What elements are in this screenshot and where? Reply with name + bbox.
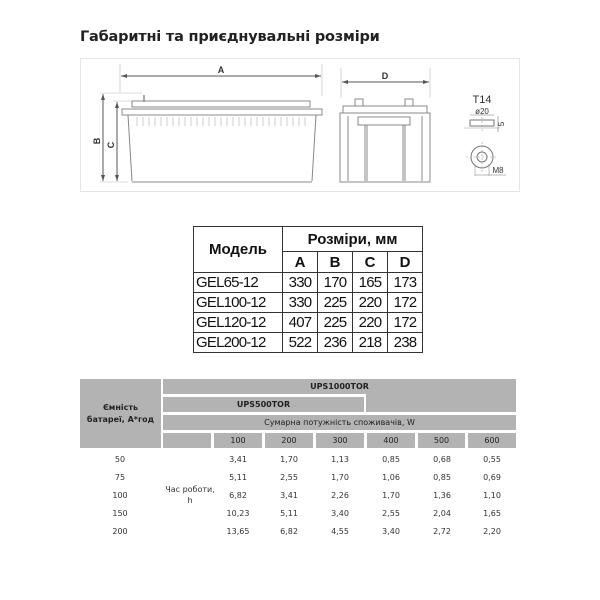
model-cell: GEL200-12 bbox=[194, 333, 283, 353]
runtime-value: 1,36 bbox=[433, 491, 451, 500]
runtime-value: 5,11 bbox=[229, 473, 247, 482]
value-d: 173 bbox=[388, 273, 423, 293]
runtime-value: 1,70 bbox=[382, 491, 400, 500]
runtime-value: 2,20 bbox=[483, 527, 501, 536]
runtime-value: 10,23 bbox=[226, 509, 250, 518]
hours-label: Час роботи, h bbox=[165, 485, 215, 505]
value-a: 330 bbox=[283, 273, 318, 293]
value-a: 522 bbox=[283, 333, 318, 353]
capacity-header: Ємність батареї, А*год bbox=[80, 379, 161, 448]
terminal-diameter: ø20 bbox=[475, 107, 489, 116]
runtime-value: 6,82 bbox=[229, 491, 247, 500]
capacity-cell: 150 bbox=[112, 509, 128, 518]
runtime-value: 0,68 bbox=[433, 455, 451, 464]
model-header: Модель bbox=[194, 227, 283, 273]
dimensions-table bbox=[193, 226, 423, 353]
terminal-height: 5 bbox=[497, 121, 506, 127]
power-header: Сумарна потужність споживачів, W bbox=[163, 415, 516, 430]
power-column: 100 bbox=[214, 433, 262, 448]
size-header: Розміри, мм bbox=[283, 227, 423, 252]
runtime-value: 2,55 bbox=[382, 509, 400, 518]
value-c: 220 bbox=[353, 293, 388, 313]
value-d: 172 bbox=[388, 313, 423, 333]
value-b: 225 bbox=[318, 313, 353, 333]
capacity-cell: 200 bbox=[112, 527, 128, 536]
value-c: 218 bbox=[353, 333, 388, 353]
table-row bbox=[194, 333, 423, 353]
value-d: 172 bbox=[388, 293, 423, 313]
ups-large-header-extension bbox=[366, 393, 516, 412]
value-c: 220 bbox=[353, 313, 388, 333]
value-b: 236 bbox=[318, 333, 353, 353]
runtime-value: 3,41 bbox=[280, 491, 298, 500]
page-title: Габаритні та приєднувальні розміри bbox=[80, 29, 380, 45]
runtime-value: 0,85 bbox=[382, 455, 400, 464]
terminal-thread: M8 bbox=[492, 166, 504, 175]
model-cell: GEL100-12 bbox=[194, 293, 283, 313]
model-cell: GEL120-12 bbox=[194, 313, 283, 333]
power-column: 200 bbox=[265, 433, 313, 448]
model-cell: GEL65-12 bbox=[194, 273, 283, 293]
capacity-cell: 50 bbox=[114, 455, 126, 464]
table-row bbox=[194, 273, 423, 293]
runtime-value: 1,06 bbox=[382, 473, 400, 482]
runtime-value: 5,11 bbox=[280, 509, 298, 518]
runtime-value: 1,13 bbox=[331, 455, 349, 464]
power-column: 300 bbox=[316, 433, 364, 448]
runtime-value: 1,70 bbox=[331, 473, 349, 482]
runtime-value: 0,69 bbox=[483, 473, 501, 482]
dim-label-b: B bbox=[92, 137, 102, 145]
runtime-value: 3,40 bbox=[382, 527, 400, 536]
power-column: 500 bbox=[418, 433, 465, 448]
table-row bbox=[194, 313, 423, 333]
power-column: 400 bbox=[367, 433, 415, 448]
power-column: 600 bbox=[468, 433, 516, 448]
runtime-value: 1,10 bbox=[483, 491, 501, 500]
ups-small-header: UPS500TOR bbox=[163, 397, 364, 412]
col-header-d: D bbox=[388, 252, 423, 273]
runtime-value: 1,65 bbox=[483, 509, 501, 518]
value-b: 170 bbox=[318, 273, 353, 293]
terminal-type: T14 bbox=[472, 94, 492, 106]
runtime-value: 4,55 bbox=[331, 527, 349, 536]
capacity-cell: 75 bbox=[114, 473, 126, 482]
runtime-value: 2,72 bbox=[433, 527, 451, 536]
col-header-c: C bbox=[353, 252, 388, 273]
ups-large-header: UPS1000TOR bbox=[163, 379, 516, 394]
capacity-cell: 100 bbox=[112, 491, 128, 500]
dim-label-a: A bbox=[217, 65, 225, 75]
runtime-value: 13,65 bbox=[226, 527, 250, 536]
value-b: 225 bbox=[318, 293, 353, 313]
value-a: 407 bbox=[283, 313, 318, 333]
battery-drawing bbox=[80, 58, 520, 192]
runtime-value: 6,82 bbox=[280, 527, 298, 536]
table-row bbox=[194, 293, 423, 313]
runtime-value: 0,85 bbox=[433, 473, 451, 482]
runtime-value: 0,55 bbox=[483, 455, 501, 464]
value-a: 330 bbox=[283, 293, 318, 313]
runtime-value: 2,55 bbox=[280, 473, 298, 482]
runtime-value: 2,04 bbox=[433, 509, 451, 518]
col-header-b: B bbox=[318, 252, 353, 273]
runtime-value: 3,40 bbox=[331, 509, 349, 518]
value-d: 238 bbox=[388, 333, 423, 353]
runtime-value: 1,70 bbox=[280, 455, 298, 464]
power-column-blank bbox=[163, 433, 211, 448]
value-c: 165 bbox=[353, 273, 388, 293]
runtime-value: 3,41 bbox=[229, 455, 247, 464]
dim-label-d: D bbox=[381, 71, 389, 81]
col-header-a: A bbox=[283, 252, 318, 273]
runtime-value: 2,26 bbox=[331, 491, 349, 500]
dim-label-c: C bbox=[106, 141, 116, 149]
